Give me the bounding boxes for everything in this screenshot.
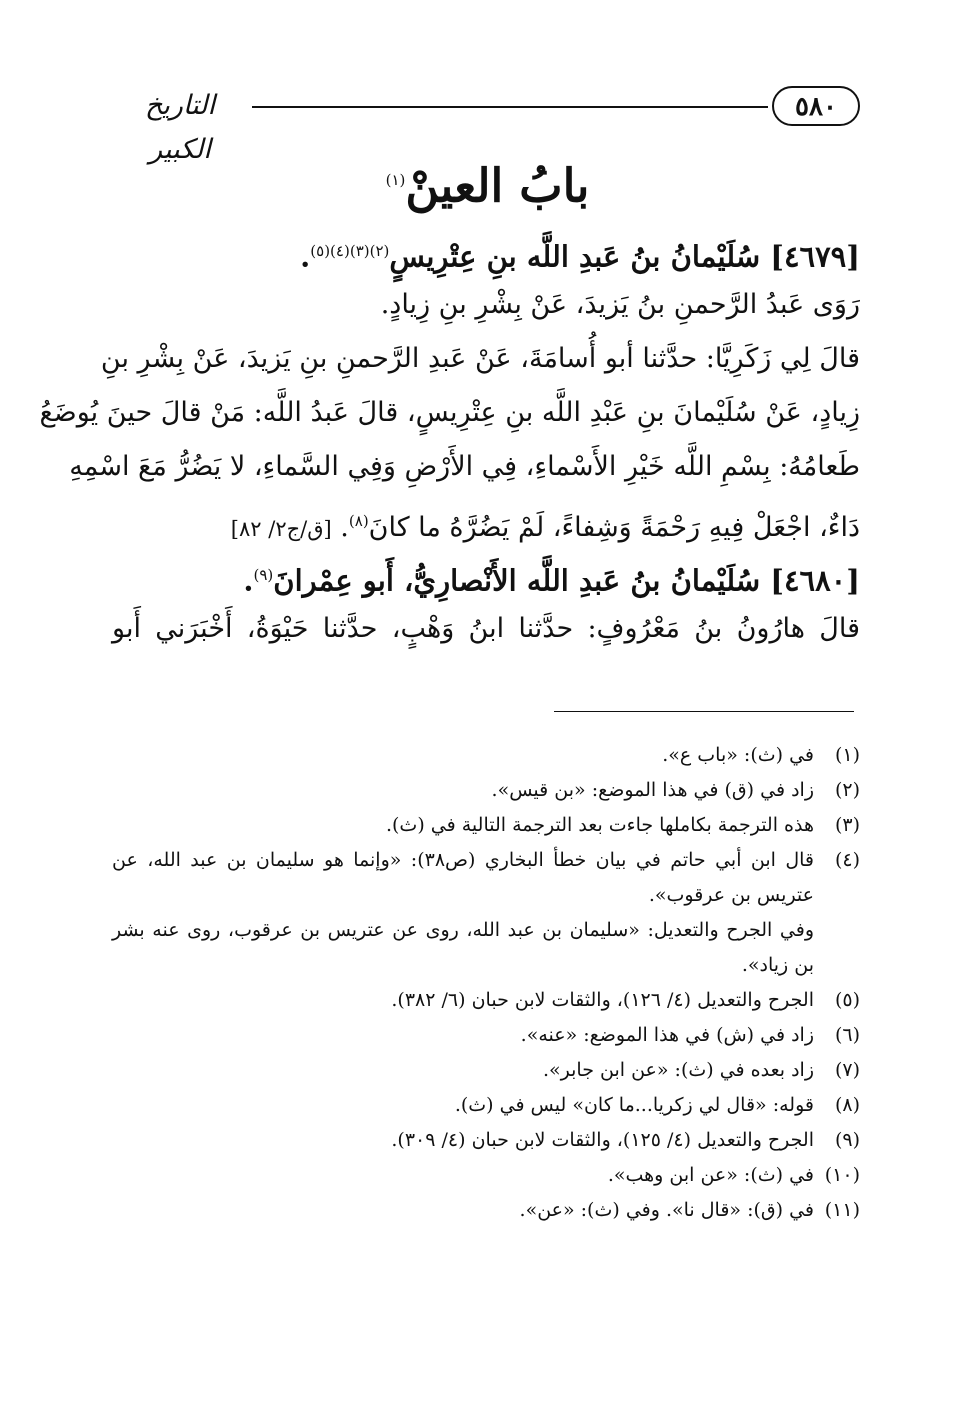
footnote-text: في (ث): «عن ابن وهب». <box>607 1164 814 1186</box>
footnote <box>112 1088 860 1123</box>
text-line <box>112 602 860 656</box>
footnote <box>112 1193 860 1228</box>
line-text: رَوَى عَبدُ الرَّحمنِ بنُ يَزيدَ، عَنْ بِشْرِ بنِ زِيادٍ. <box>380 289 860 320</box>
footnote-text: قال ابن أبي حاتم في بيان خطأ البخاري (ص٣٨): «وإنما هو سليمان بن عبد الله، عن عتريس بن عرقوب». <box>112 849 815 906</box>
manuscript-ref: [ق/ج٢/ ٨٢] <box>230 517 332 541</box>
footnote-text: هذه الترجمة بكاملها جاءت بعد الترجمة التالية في (ث). <box>385 814 814 836</box>
footnote <box>112 738 860 773</box>
footnote <box>112 983 860 1018</box>
footnote <box>112 1053 860 1088</box>
footnote <box>112 773 860 808</box>
entry-text: [٤٦٧٩] سُلَيْمانُ بنُ عَبدِ اللَّه بنِ عِتْرِيسٍ <box>389 239 860 274</box>
line-text: قالَ لِي زَكَرِيَّا: حدَّثنا أبو أُسامَةَ، عَنْ عَبدِ الرَّحمنِ بنِ يَزيدَ، عَنْ بِشْرِ بنِ <box>100 343 860 374</box>
footnote-ref: (٨) <box>348 512 369 530</box>
line-text: قالَ هارُونُ بنُ مَعْرُوفٍ: حدَّثنا ابنُ وَهْبٍ، حدَّثنا حَيْوَةُ، أَخْبَرَني أَبو <box>112 613 860 644</box>
footnote-number: (٣) <box>834 814 860 836</box>
footnote <box>112 1158 860 1193</box>
main-text <box>39 224 860 656</box>
footnote-number: (١) <box>834 744 860 766</box>
footnote-body <box>112 843 814 983</box>
entry-heading-4679: [٤٦٧٩] سُلَيْمانُ بنُ عَبدِ اللَّه بنِ عِتْرِيسٍ$^{(٢)(٣)(٤)(٥)}$. <box>300 239 860 274</box>
footnote-number: (٢) <box>834 779 860 801</box>
footnote-number: (١١) <box>824 1199 860 1221</box>
line-text: طَعامُهُ: بِسْمِ اللَّه خَيْرِ الأَسْماءِ، فِي الأَرْضِ وَفِي السَّماءِ، لا يَضُرُّ مَعَ اسْمِهِ <box>69 451 860 482</box>
footnote-number: (٦) <box>834 1024 860 1046</box>
chapter-title: بابُ العينْ <box>405 158 590 213</box>
footnote-text: في (ق): «قال نا». وفي (ث): «عن». <box>519 1199 814 1221</box>
page-number: ٥٨٠ <box>772 86 860 126</box>
footnote-number: (٩) <box>834 1129 860 1151</box>
entry-text: [٤٦٨٠] سُلَيْمانُ بنُ عَبدِ اللَّه الأَنْصارِيُّ، أَبو عِمْرانَ <box>273 563 860 598</box>
footnote-text: زاد في (ق) في هذا الموضع: «بن قيس». <box>491 779 814 801</box>
line-text: زِيادٍ، عَنْ سُلَيْمانَ بنِ عَبْدِ اللَّه بنِ عِتْرِيسٍ، قالَ عَبدُ اللَّه: مَنْ قالَ حينَ يُوضَعُ <box>39 397 860 428</box>
footnote-text: زاد بعده في (ث): «عن ابن جابر». <box>543 1059 814 1081</box>
text-line <box>69 440 860 494</box>
footnote-text: زاد في (ش) في هذا الموضع: «عنه». <box>520 1024 814 1046</box>
footnote-number: (١٠) <box>824 1164 860 1186</box>
chapter-heading <box>0 140 975 225</box>
footnote-number: (٤) <box>834 849 860 871</box>
footnote-text: قوله: «قال لي زكريا...ما كان» ليس في (ث). <box>454 1094 814 1116</box>
footnote-number: (٥) <box>834 989 860 1011</box>
footnote-ref: (٩) <box>253 566 274 584</box>
text-line <box>112 278 860 332</box>
text-line <box>39 386 860 440</box>
footnote-text: في (ث): «باب ع». <box>662 744 814 766</box>
running-header <box>112 84 860 165</box>
entry-heading-4680: [٤٦٨٠] سُلَيْمانُ بنُ عَبدِ اللَّه الأَنْصارِيُّ، أَبو عِمْرانَ$^{(٩)}$. <box>243 563 860 598</box>
book-title: التاريخ الكبير <box>144 90 216 165</box>
line-text: دَاءٌ، اجْعَلْ فِيهِ رَحْمَةً وَشِفاءً، لَمْ يَضُرَّهُ ما كانَ <box>368 512 860 543</box>
text-line: دَاءٌ، اجْعَلْ فِيهِ رَحْمَةً وَشِفاءً، لَمْ يَضُرَّهُ ما كانَ$^{(٨)}$. [ق/ج٢/ ٨٢] <box>230 512 860 543</box>
footnote-ref: (١) <box>385 171 406 189</box>
footnote <box>112 843 860 983</box>
footnote-text: الجرح والتعديل (٤/ ١٢٥)، والثقات لابن حبان (٤/ ٣٠٩). <box>391 1129 814 1151</box>
footnote-number: (٨) <box>834 1094 860 1116</box>
footnote-text: وفي الجرح والتعديل: «سليمان بن عبد الله، روى عن عتريس بن عرقوب، روى عنه بشر بن زياد». <box>112 919 814 976</box>
text-line <box>100 332 860 386</box>
footnote-text: الجرح والتعديل (٤/ ١٢٦)، والثقات لابن حبان (٦/ ٣٨٢). <box>391 989 814 1011</box>
footnote <box>112 808 860 843</box>
footnote-ref: (٢)(٣)(٤)(٥) <box>310 242 390 260</box>
footnote <box>112 1123 860 1158</box>
header-rule <box>252 106 768 108</box>
footnote-number: (٧) <box>834 1059 860 1081</box>
footnote <box>112 1018 860 1053</box>
footnote-separator <box>554 711 854 712</box>
footnotes <box>112 738 860 1228</box>
